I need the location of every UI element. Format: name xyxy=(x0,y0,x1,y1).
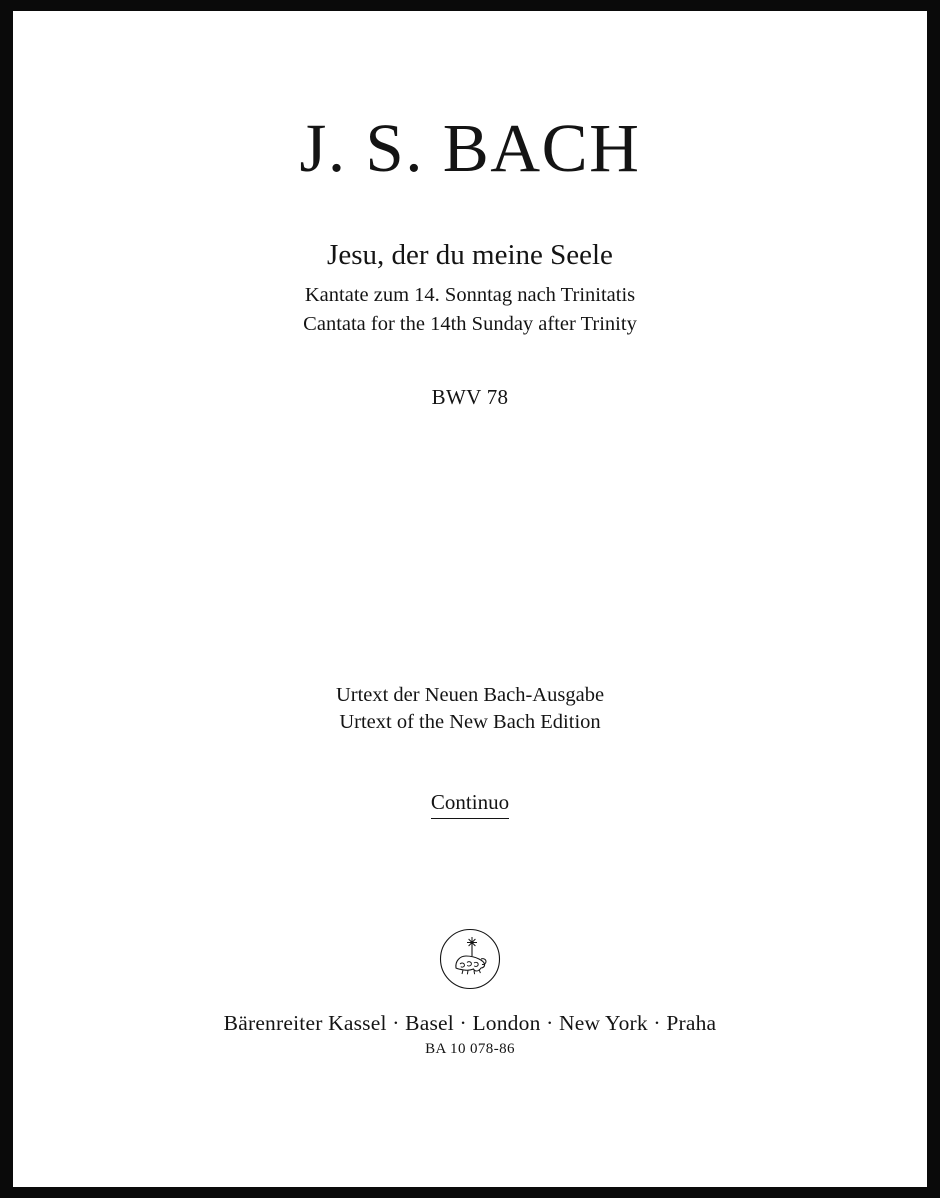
subtitle-german: Kantate zum 14. Sonntag nach Trinitatis xyxy=(304,284,636,307)
part-name-label: Continuo xyxy=(431,790,509,819)
baerenreiter-lamb-logo-icon xyxy=(439,928,501,995)
publisher-imprint: Bärenreiter Kassel · Basel · London · New York · Praha xyxy=(223,1010,717,1035)
publisher-logo-wrap xyxy=(13,931,927,993)
plate-number: BA 10 078-86 xyxy=(425,1040,515,1057)
composer-name: J. S. BACH xyxy=(299,110,641,186)
catalog-number: BWV 78 xyxy=(431,384,509,409)
urtext-statement xyxy=(13,682,927,736)
urtext-german: Urtext der Neuen Bach-Ausgabe xyxy=(335,683,605,706)
urtext-english: Urtext of the New Bach Edition xyxy=(339,710,601,733)
subtitle-english: Cantata for the 14th Sunday after Trinity xyxy=(303,312,637,335)
part-designation xyxy=(13,790,927,819)
cover-page xyxy=(13,11,927,1187)
cover-content xyxy=(13,11,927,1058)
work-title: Jesu, der du meine Seele xyxy=(327,239,613,271)
